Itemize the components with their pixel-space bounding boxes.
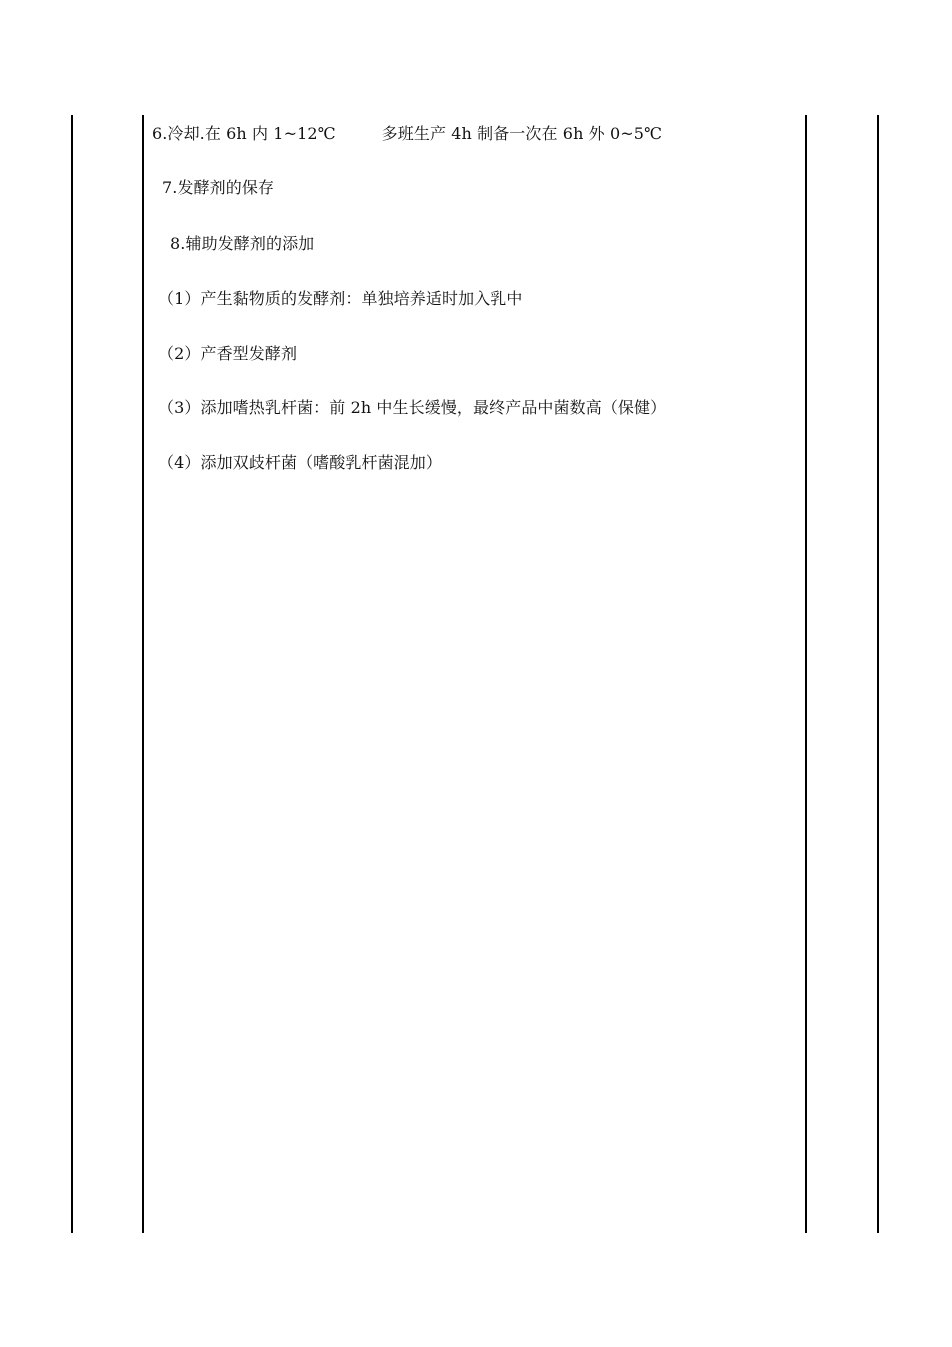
document-line-storage: 7.发酵剂的保存 xyxy=(162,178,275,197)
table-border-left-inner xyxy=(142,115,144,1233)
document-line-item-4: （4）添加双歧杆菌（嗜酸乳杆菌混加） xyxy=(158,453,442,472)
table-border-right-outer xyxy=(877,115,879,1233)
cooling-text-part-a: 6.冷却.在 6h 内 1~12℃ xyxy=(152,124,336,143)
document-line-item-3: （3）添加嗜热乳杆菌：前 2h 中生长缓慢，最终产品中菌数高（保健） xyxy=(158,398,667,417)
document-line-cooling xyxy=(152,122,662,146)
document-line-item-2: （2）产香型发酵剂 xyxy=(158,344,298,363)
cooling-text-part-b: 多班生产 4h 制备一次在 6h 外 0~5℃ xyxy=(381,124,663,143)
table-border-left-outer xyxy=(71,115,73,1233)
document-line-item-1: （1）产生黏物质的发酵剂：单独培养适时加入乳中 xyxy=(158,289,523,308)
table-border-right-inner xyxy=(805,115,807,1233)
document-line-auxiliary-starter: 8.辅助发酵剂的添加 xyxy=(170,234,315,253)
